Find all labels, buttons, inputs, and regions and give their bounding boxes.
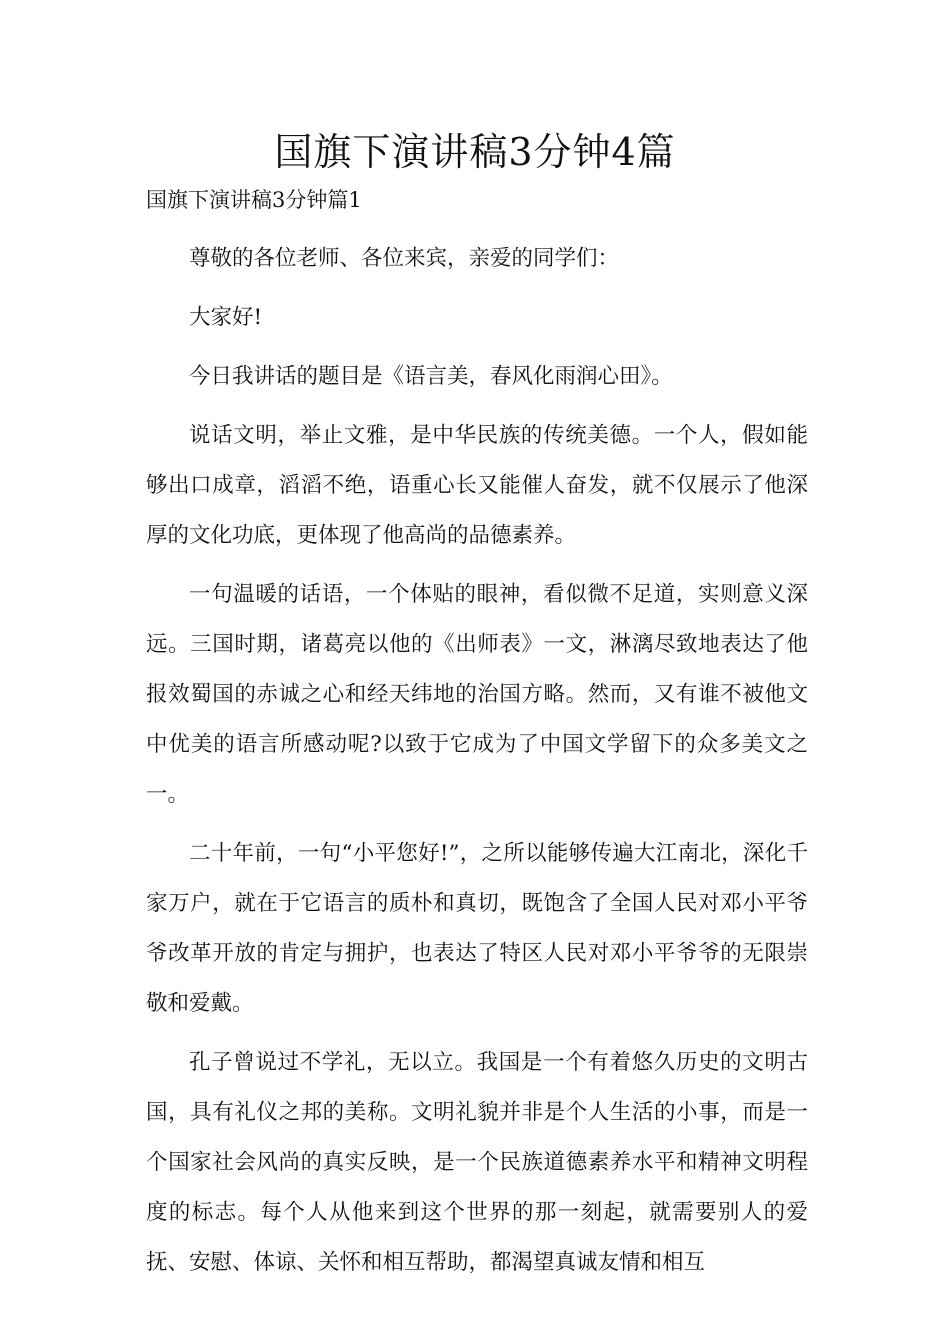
paragraph-greeting: 尊敬的各位老师、各位来宾，亲爱的同学们： bbox=[189, 246, 620, 271]
paragraph: 说话文明，举止文雅，是中华民族的传统美德。一个人，假如能够出口成章，滔滔不绝，语重心长又能催人奋发，就不仅展示了他深厚的文化功底，更体现了他高尚的品德素养。 bbox=[146, 423, 808, 548]
section-subtitle: 国旗下演讲稿3分钟篇1 bbox=[146, 188, 362, 212]
document-body bbox=[146, 234, 808, 1297]
paragraph: 二十年前，一句“小平您好!”，之所以能够传遍大江南北，深化千家万户，就在于它语言的质朴和真切，既饱含了全国人民对邓小平爷爷改革开放的肯定与拥护，也表达了特区人民对邓小平爷爷的无限崇敬和爱戴。 bbox=[146, 841, 808, 1016]
paragraph-hello: 大家好! bbox=[189, 305, 263, 330]
paragraph: 孔子曾说过不学礼，无以立。我国是一个有着悠久历史的文明古国，具有礼仪之邦的美称。文明礼貌并非是个人生活的小事，而是一个国家社会风尚的真实反映，是一个民族道德素养水平和精神文明程度的标志。每个人从他来到这个世界的那一刻起，就需要别人的爱抚、安慰、体谅、关怀和相互帮助，都渴望真诚友情和相互 bbox=[146, 1050, 808, 1275]
paragraph: 一句温暖的话语，一个体贴的眼神，看似微不足道，实则意义深远。三国时期，诸葛亮以他的《出师表》一文，淋漓尽致地表达了他报效蜀国的赤诚之心和经天纬地的治国方略。然而，又有谁不被他文中优美的语言所感动呢?以致于它成为了中国文学留下的众多美文之一。 bbox=[146, 582, 808, 807]
paragraph-topic: 今日我讲话的题目是《语言美，春风化雨润心田》。 bbox=[189, 364, 673, 389]
document-title: 国旗下演讲稿3分钟4篇 bbox=[274, 130, 676, 174]
